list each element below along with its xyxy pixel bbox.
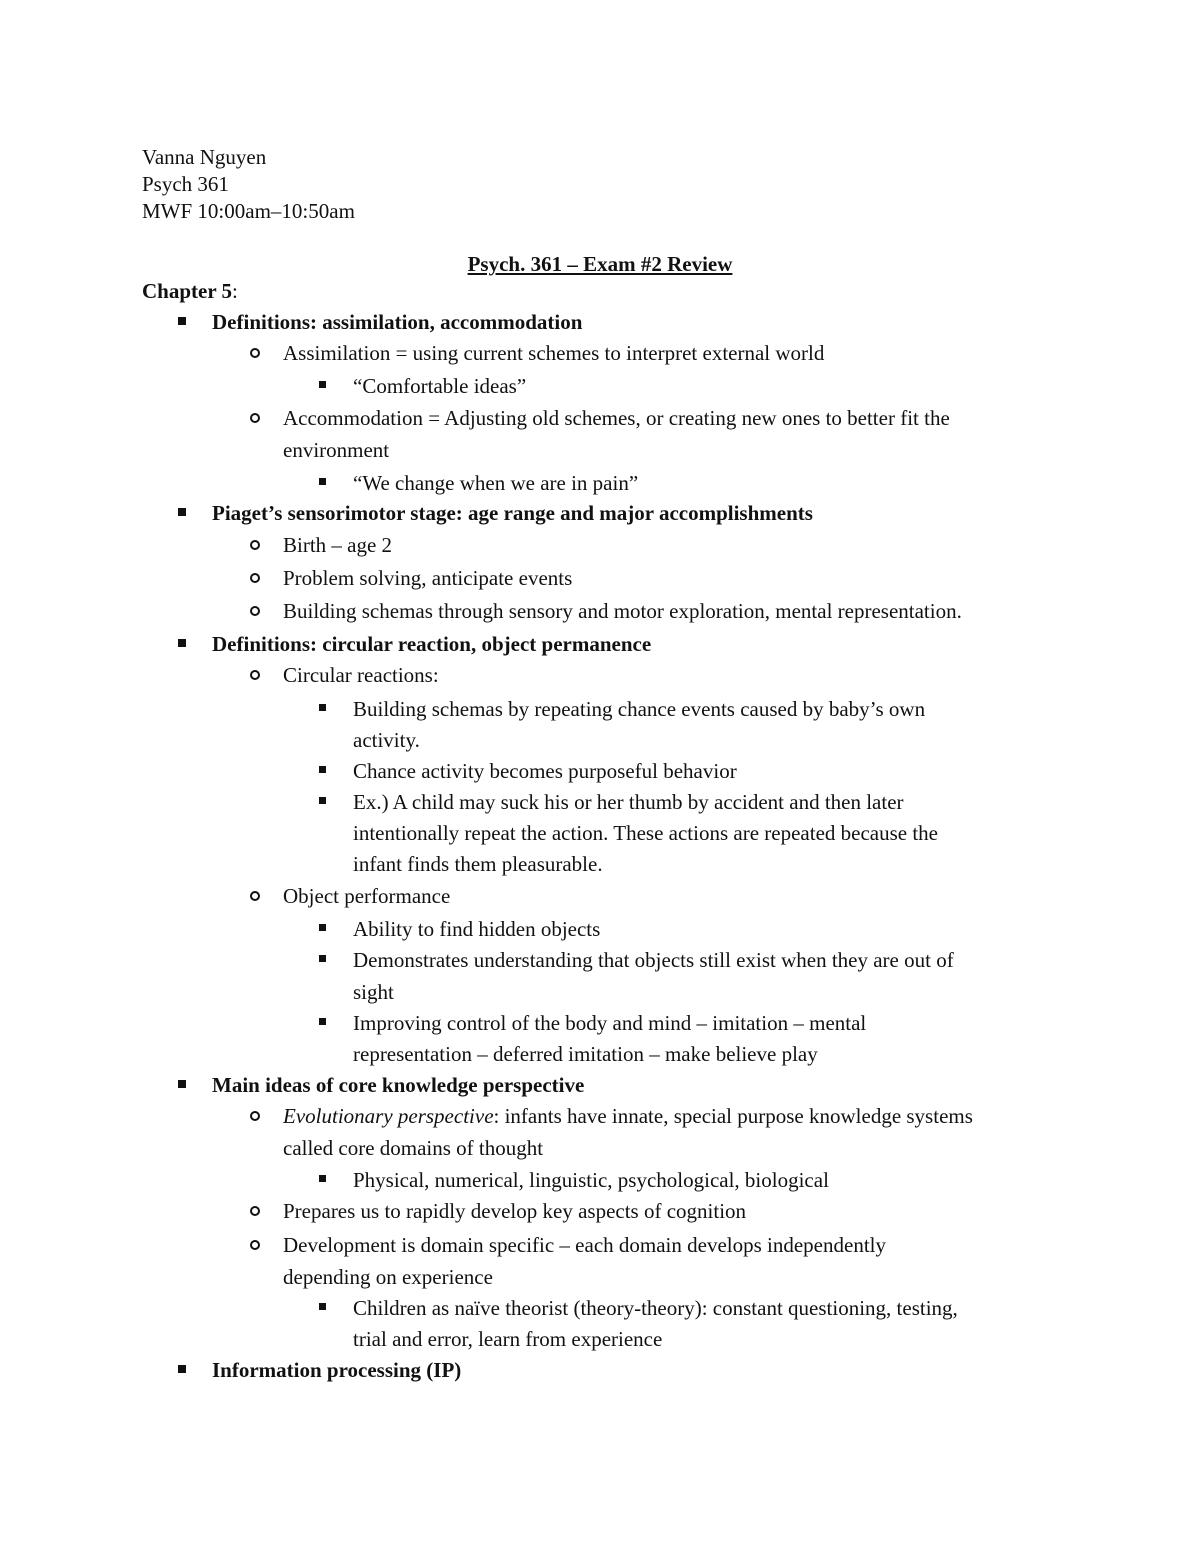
- list-item: Improving control of the body and mind – imitation – mental: [353, 1011, 867, 1035]
- list-item: Chance activity becomes purposeful behavior: [353, 759, 737, 783]
- chapter-colon: :: [232, 279, 238, 303]
- list-item: Building schemas through sensory and motor exploration, mental representation.: [283, 599, 962, 623]
- list-item: Ex.) A child may suck his or her thumb by accident and then later: [353, 790, 904, 814]
- section-heading-core-knowledge: Main ideas of core knowledge perspective: [212, 1073, 585, 1097]
- circle-bullet-icon: [250, 606, 260, 616]
- chapter-label: Chapter 5: [142, 279, 233, 303]
- square-bullet-icon: [178, 639, 186, 647]
- circle-bullet-icon: [250, 670, 260, 680]
- square-bullet-icon: [319, 766, 326, 773]
- square-bullet-icon: [178, 1080, 186, 1088]
- accommodation-quote: “We change when we are in pain”: [353, 471, 639, 495]
- evolutionary-term: Evolutionary perspective: [283, 1104, 494, 1128]
- student-name: Vanna Nguyen: [142, 145, 267, 169]
- evolutionary-text: : infants have innate, special purpose knowledge systems: [493, 1104, 973, 1128]
- circular-reactions-label: Circular reactions:: [283, 663, 439, 687]
- circle-bullet-icon: [250, 540, 260, 550]
- square-bullet-icon: [319, 1303, 326, 1310]
- list-item: Ability to find hidden objects: [353, 917, 601, 941]
- circle-bullet-icon: [250, 1206, 260, 1216]
- list-item-cont: infant finds them pleasurable.: [353, 852, 603, 876]
- list-item-cont: sight: [353, 980, 394, 1004]
- list-item: Building schemas by repeating chance events caused by baby’s own: [353, 697, 926, 721]
- list-item-cont: representation – deferred imitation – make believe play: [353, 1042, 818, 1066]
- section-heading-definitions-2: Definitions: circular reaction, object permanence: [212, 632, 652, 656]
- square-bullet-icon: [319, 1175, 326, 1182]
- course-name: Psych 361: [142, 172, 229, 196]
- evolutionary-perspective: [283, 1103, 973, 1129]
- list-item-cont: activity.: [353, 728, 420, 752]
- assimilation-quote: “Comfortable ideas”: [353, 374, 527, 398]
- square-bullet-icon: [319, 704, 326, 711]
- square-bullet-icon: [178, 317, 186, 325]
- circle-bullet-icon: [250, 573, 260, 583]
- list-item-cont: intentionally repeat the action. These actions are repeated because the: [353, 821, 939, 845]
- list-item: Physical, numerical, linguistic, psychological, biological: [353, 1168, 829, 1192]
- circle-bullet-icon: [250, 1111, 260, 1121]
- square-bullet-icon: [319, 797, 326, 804]
- assimilation-definition: Assimilation = using current schemes to interpret external world: [283, 341, 825, 365]
- section-heading-definitions-1: Definitions: assimilation, accommodation: [212, 310, 583, 334]
- list-item: Children as naïve theorist (theory-theory): constant questioning, testing,: [353, 1296, 958, 1320]
- chapter-heading: [142, 278, 238, 304]
- square-bullet-icon: [178, 1365, 186, 1373]
- document-title: Psych. 361 – Exam #2 Review: [467, 252, 733, 276]
- list-item-cont: trial and error, learn from experience: [353, 1327, 663, 1351]
- list-item: Problem solving, anticipate events: [283, 566, 573, 590]
- list-item-cont: depending on experience: [283, 1265, 493, 1289]
- square-bullet-icon: [319, 924, 326, 931]
- square-bullet-icon: [319, 1018, 326, 1025]
- evolutionary-perspective-cont: called core domains of thought: [283, 1136, 544, 1160]
- list-item: Birth – age 2: [283, 533, 393, 557]
- square-bullet-icon: [319, 478, 326, 485]
- square-bullet-icon: [319, 381, 326, 388]
- circle-bullet-icon: [250, 891, 260, 901]
- section-heading-information-processing: Information processing (IP): [212, 1358, 462, 1382]
- section-heading-sensorimotor: Piaget’s sensorimotor stage: age range and major accomplishments: [212, 501, 813, 525]
- list-item: Demonstrates understanding that objects still exist when they are out of: [353, 948, 954, 972]
- square-bullet-icon: [178, 508, 186, 516]
- square-bullet-icon: [319, 955, 326, 962]
- accommodation-definition: Accommodation = Adjusting old schemes, or creating new ones to better fit the: [283, 406, 950, 430]
- list-item: Development is domain specific – each domain develops independently: [283, 1233, 886, 1257]
- list-item: Prepares us to rapidly develop key aspects of cognition: [283, 1199, 747, 1223]
- class-schedule: MWF 10:00am–10:50am: [142, 199, 355, 223]
- circle-bullet-icon: [250, 413, 260, 423]
- accommodation-definition-cont: environment: [283, 438, 390, 462]
- circle-bullet-icon: [250, 1240, 260, 1250]
- circle-bullet-icon: [250, 348, 260, 358]
- object-performance-label: Object performance: [283, 884, 451, 908]
